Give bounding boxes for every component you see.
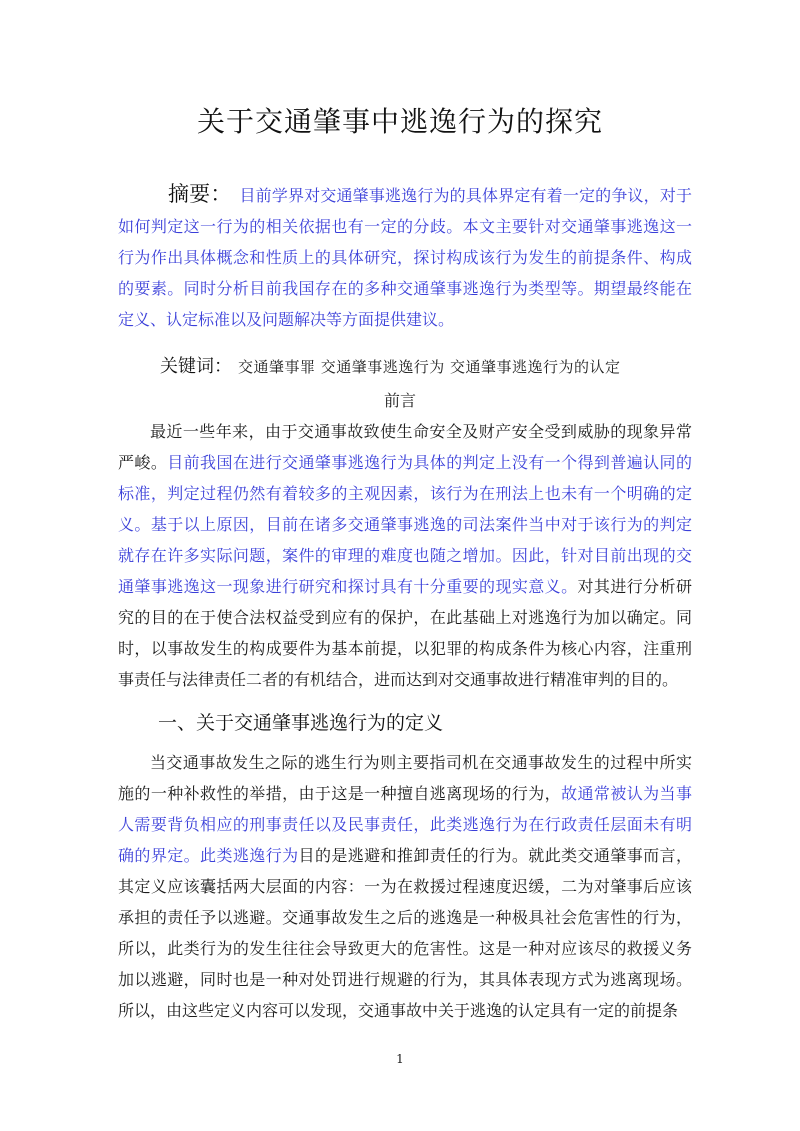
page-number: 1 [396,1052,404,1066]
preface-paragraph [118,416,692,695]
preface-text-a: 最近一些年来，由于交通事故致使生命安全及财产安全受到威胁的现象异常严峻。 [118,422,692,472]
preface-heading: 前言 [383,391,416,410]
section-text-b: 目的是逃避和推卸责任的行为。就此类交通肇事而言，其定义应该囊括两大层面的内容：一为在救援过程速度迟缓，二为对肇事后应该承担的责任予以逃避。交通事故发生之后的逃逸是一种极具社会危害性的行为，所以，此类行为的发生往往会导致更大的危害性。这是一种对应该尽的救援义务加以逃避，同时也是一种对处罚进行规避的行为，其具体表现方式为逃离现场。所以，由这些定义内容可以发现，交通事故中关于逃逸的认定具有一定的前提条 [118,846,692,1020]
keywords-line [160,351,720,383]
section-paragraph [118,747,692,1026]
section-text-a: 当交通事故发生之际的逃生行为则主要指司机在交通事故发生的过程中所实施的一种补救性的举措，由于这是一种擅自逃离现场的行为， [118,753,692,803]
preface-text-b: 对其进行分析研究的目的在于使合法权益受到应有的保护，在此基础上对逃逸行为加以确定。同时，以事故发生的构成要件为基本前提，以犯罪的构成条件为核心内容，注重刑事责任与法律责任二者的有机结合，进而达到对交通事故进行精准审判的目的。 [118,577,692,689]
section-heading: 一、关于交通肇事逃逸行为的定义 [158,712,444,734]
preface-text-highlight: 目前我国在进行交通肇事逃逸行为具体的判定上没有一个得到普遍认同的标准，判定过程仍然有着较多的主观因素，该行为在刑法上也未有一个明确的定义。基于以上原因，目前在诸多交通肇事逃逸的司法案件当中对于该行为的判定就存在许多实际问题，案件的审理的难度也随之增加。因此，针对目前出现的交通肇事逃逸这一现象进行研究和探讨具有十分重要的现实意义。 [118,453,692,596]
section-text-highlight: 故通常被认为当事人需要背负相应的刑事责任以及民事责任，此类逃逸行为在行政责任层面未有明确的界定。此类逃逸行为 [118,784,692,865]
abstract-paragraph [118,179,692,335]
keywords-text: 交通肇事罪 交通肇事逃逸行为 交通肇事逃逸行为的认定 [238,358,621,376]
abstract-label: 摘要： [168,182,232,206]
abstract-text: 目前学界对交通肇事逃逸行为的具体界定有着一定的争议，对于如何判定这一行为的相关依据也有一定的分歧。本文主要针对交通肇事逃逸这一行为作出具体概念和性质上的具体研究，探讨构成该行为发生的前提条件、构成的要素。同时分析目前我国存在的多种交通肇事逃逸行为类型等。期望最终能在定义、认定标准以及问题解决等方面提供建议。 [118,186,692,329]
keywords-label: 关键词： [160,356,232,377]
document-title: 关于交通肇事中逃逸行为的探究 [196,105,603,138]
